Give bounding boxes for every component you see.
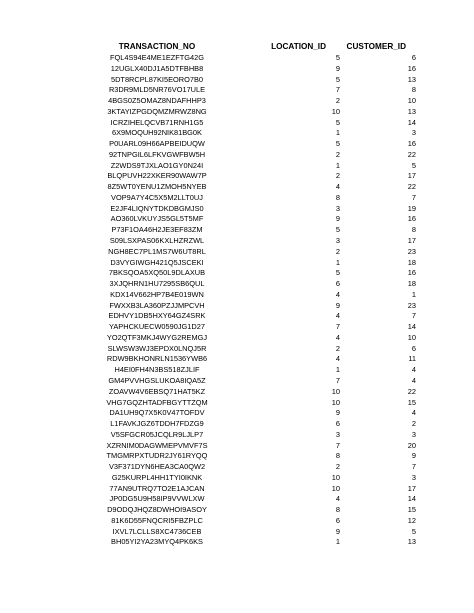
customer-id-cell: 8 [411, 225, 416, 235]
location-id-cell: 3 [335, 203, 340, 213]
location-id-cell: 4 [335, 311, 340, 321]
transaction-no-cell: GM4PVVHGSLUKOA8IQA5Z [108, 375, 206, 385]
customer-id-cell: 9 [411, 451, 416, 461]
table-row [82, 107, 416, 118]
table-row [82, 53, 416, 64]
transaction-no-cell: V5SFGCR05JCQLR9LJLP7 [110, 429, 204, 439]
transaction-no-cell: 4BGS0Z5OMAZ8NDAFHHP3 [108, 96, 206, 106]
header-location-id: LOCATION_ID [271, 42, 326, 52]
customer-id-cell: 4 [411, 365, 416, 375]
transaction-no-cell: SLWSW3WJ3EPDX0LNQJ5R [107, 343, 207, 353]
customer-id-cell: 18 [407, 257, 416, 267]
location-id-cell: 6 [335, 279, 340, 289]
table-row [82, 236, 416, 247]
transaction-no-cell: Z2WDS9TJXLAO1GY0N24I [110, 160, 204, 170]
table-row [82, 64, 416, 75]
customer-id-cell: 16 [407, 63, 416, 73]
location-id-cell: 10 [331, 397, 340, 407]
location-id-cell: 4 [335, 494, 340, 504]
transaction-no-cell: 12UGLX40DJ1A5DTFBHB8 [110, 63, 204, 73]
transaction-no-cell: 6X9MOQUH92NIK81BG0K [112, 128, 202, 138]
location-id-cell: 2 [335, 149, 340, 159]
table-row [82, 462, 416, 473]
transaction-no-cell: FQL4S94E4ME1EZFTG42G [109, 53, 205, 62]
location-id-cell: 7 [335, 375, 340, 385]
transaction-no-cell: H4EI0FH4N3BS518ZJLIF [114, 365, 200, 375]
transaction-no-cell: G25KURPL4HH1TYI0IKNK [111, 472, 203, 482]
transaction-no-cell: DA1UH9Q7X5K0V47TOFDV [109, 408, 205, 418]
header-customer-id: CUSTOMER_ID [346, 42, 406, 52]
transaction-no-cell: KDX14V662HP7B4E019WN [110, 289, 204, 299]
table-row [82, 494, 416, 505]
table-row [82, 516, 416, 527]
transaction-no-cell: V3F371DYN6HEA3CA0QW2 [108, 462, 206, 472]
customer-id-cell: 1 [411, 289, 416, 299]
table-row [82, 322, 416, 333]
table-row [82, 204, 416, 215]
location-id-cell: 7 [335, 322, 340, 332]
transaction-no-cell: XZRNIM0DAGWMEPVMVF7S [106, 440, 208, 450]
header-transaction-no: TRANSACTION_NO [118, 42, 196, 52]
table-row [82, 354, 416, 365]
location-id-cell: 10 [331, 483, 340, 493]
location-id-cell: 1 [335, 257, 340, 267]
customer-id-cell: 16 [407, 139, 416, 149]
table-row [82, 484, 416, 495]
table-row [82, 171, 416, 182]
transaction-no-cell: RDW9BKHONRLN1536YWB6 [106, 354, 208, 364]
customer-id-cell: 6 [411, 343, 416, 353]
location-id-cell: 4 [335, 182, 340, 192]
table-row [82, 430, 416, 441]
location-id-cell: 3 [335, 429, 340, 439]
transaction-no-cell: 8Z5WT0YENU1ZMOH5NYEB [107, 182, 207, 192]
location-id-cell: 9 [335, 526, 340, 536]
location-id-cell: 7 [335, 440, 340, 450]
location-id-cell: 10 [331, 386, 340, 396]
location-id-cell: 4 [335, 332, 340, 342]
customer-id-cell: 16 [407, 268, 416, 278]
customer-id-cell: 16 [407, 214, 416, 224]
transaction-no-cell: S09LSXPAS06KXLHZRZWL [109, 236, 205, 246]
customer-id-cell: 7 [411, 462, 416, 472]
customer-id-cell: 17 [407, 236, 416, 246]
table-row [82, 473, 416, 484]
transaction-no-cell: IXVL7LCLLS8XC4736CEB [112, 526, 202, 536]
customer-id-cell: 3 [411, 429, 416, 439]
table-row [82, 139, 416, 150]
customer-id-cell: 4 [411, 408, 416, 418]
customer-id-cell: 2 [411, 419, 416, 429]
location-id-cell: 2 [335, 343, 340, 353]
transaction-no-cell: P0UARL09H66APBEIDUQW [109, 139, 205, 149]
table-row [82, 214, 416, 225]
location-id-cell: 6 [335, 419, 340, 429]
location-id-cell: 2 [335, 462, 340, 472]
customer-id-cell: 13 [407, 106, 416, 116]
transaction-no-cell: YAPHCKUECW0590JG1D27 [109, 322, 205, 332]
customer-id-cell: 22 [407, 182, 416, 192]
location-id-cell: 5 [335, 117, 340, 127]
table-row [82, 279, 416, 290]
transaction-no-cell: BH05YI2YA23MYQ4PK6KS [111, 537, 203, 547]
location-id-cell: 10 [331, 472, 340, 482]
table-body [82, 53, 416, 548]
transaction-no-cell: 77AN9UTRQ7TO2E1AJCAN [109, 483, 205, 493]
transaction-no-cell: JP0DG5U9H58IP9VVWLXW [109, 494, 205, 504]
transaction-no-cell: 3KTAYIZPGDQMZMRWZ8NG [107, 106, 207, 116]
customer-id-cell: 11 [408, 354, 416, 364]
table-row [82, 527, 416, 538]
table-row [82, 408, 416, 419]
transaction-no-cell: VHG7GQZHTADFBGYTTZQM [106, 397, 208, 407]
customer-id-cell: 20 [407, 440, 416, 450]
transaction-no-cell: EDHVY1DB5HXY64GZ4SRK [108, 311, 206, 321]
customer-id-cell: 4 [411, 375, 416, 385]
table-row [82, 128, 416, 139]
customer-id-cell: 13 [407, 74, 416, 84]
customer-id-cell: 7 [411, 192, 416, 202]
location-id-cell: 1 [335, 160, 340, 170]
table-row [82, 225, 416, 236]
location-id-cell: 2 [335, 96, 340, 106]
location-id-cell: 4 [335, 354, 340, 364]
customer-id-cell: 5 [411, 160, 416, 170]
table-row [82, 161, 416, 172]
transaction-no-cell: 5DT8RCPL87KI5EORO7B0 [110, 74, 203, 84]
transaction-no-cell: FWXXB3LA360PZJJMPCVH [109, 300, 205, 310]
customer-id-cell: 17 [407, 171, 416, 181]
location-id-cell: 10 [331, 106, 340, 116]
header-row [82, 42, 416, 53]
location-id-cell: 9 [335, 214, 340, 224]
customer-id-cell: 14 [407, 322, 416, 332]
table-row [82, 290, 416, 301]
transaction-no-cell: YO2QTF3MKJ4WYG2REMGJ [106, 332, 208, 342]
location-id-cell: 8 [335, 192, 340, 202]
table-row [82, 365, 416, 376]
customer-id-cell: 6 [411, 53, 416, 62]
location-id-cell: 9 [335, 408, 340, 418]
table-row [82, 118, 416, 129]
transaction-no-cell: ICRZIHELQCVB71RNH1G5 [110, 117, 204, 127]
table-row [82, 150, 416, 161]
location-id-cell: 1 [335, 537, 340, 547]
transaction-no-cell: R3DR9MLD5NR76VO17ULE [108, 85, 206, 95]
table-row [82, 419, 416, 430]
transaction-no-cell: 81K6D55FNQCRI5FBZPLC [111, 515, 203, 525]
customer-id-cell: 12 [407, 515, 416, 525]
transaction-no-cell: NGH8EC7PL1MS7W6UT8RL [108, 246, 206, 256]
transaction-no-cell: D3VYGIWGH421Q5JSCEKI [110, 257, 204, 267]
customer-id-cell: 10 [407, 96, 416, 106]
table-row [82, 333, 416, 344]
table-row [82, 247, 416, 258]
transaction-no-cell: TMGMRPXTUDR2JY61RYQQ [106, 451, 208, 461]
transaction-no-cell: 92TNPGIL6LFKVGWFBW5H [108, 149, 206, 159]
customer-id-cell: 8 [411, 85, 416, 95]
location-id-cell: 5 [335, 268, 340, 278]
location-id-cell: 5 [335, 225, 340, 235]
table-row [82, 258, 416, 269]
customer-id-cell: 17 [407, 483, 416, 493]
transaction-no-cell: P73F1OA46H2JE3EF83ZM [111, 225, 203, 235]
location-id-cell: 5 [335, 53, 340, 62]
location-id-cell: 4 [335, 289, 340, 299]
table-row [82, 537, 416, 548]
customer-id-cell: 7 [411, 311, 416, 321]
location-id-cell: 9 [335, 300, 340, 310]
transaction-no-cell: BLQPUVH22XKER90WAW7P [107, 171, 207, 181]
data-table [82, 42, 416, 548]
table-row [82, 451, 416, 462]
transaction-no-cell: ZOAVW4V6EBSQ71HAT5KZ [108, 386, 206, 396]
customer-id-cell: 23 [407, 246, 416, 256]
customer-id-cell: 14 [407, 117, 416, 127]
location-id-cell: 8 [335, 451, 340, 461]
customer-id-cell: 3 [411, 128, 416, 138]
customer-id-cell: 23 [407, 300, 416, 310]
location-id-cell: 2 [335, 171, 340, 181]
customer-id-cell: 3 [411, 472, 416, 482]
customer-id-cell: 13 [407, 537, 416, 547]
customer-id-cell: 19 [407, 203, 416, 213]
customer-id-cell: 5 [411, 526, 416, 536]
table-row [82, 398, 416, 409]
transaction-no-cell: AO360LVKUYJS5GL5T5MF [110, 214, 204, 224]
customer-id-cell: 14 [407, 494, 416, 504]
location-id-cell: 8 [335, 505, 340, 515]
table-row [82, 344, 416, 355]
table-row [82, 268, 416, 279]
customer-id-cell: 10 [407, 332, 416, 342]
transaction-no-cell: E2JF4LIQNYTDKDBGMJS0 [110, 203, 204, 213]
location-id-cell: 1 [335, 365, 340, 375]
location-id-cell: 9 [335, 63, 340, 73]
table-row [82, 311, 416, 322]
table-row [82, 85, 416, 96]
transaction-no-cell: L1FAVKJGZ6TDDH7FDZG9 [110, 419, 204, 429]
transaction-no-cell: D9ODQJHQZ8DWHOI9ASOY [107, 505, 207, 515]
location-id-cell: 3 [335, 236, 340, 246]
customer-id-cell: 15 [407, 505, 416, 515]
location-id-cell: 5 [335, 139, 340, 149]
table-row [82, 505, 416, 516]
transaction-no-cell: VOP9A7Y4C5X5M2LLT0UJ [111, 192, 203, 202]
customer-id-cell: 15 [407, 397, 416, 407]
location-id-cell: 7 [335, 85, 340, 95]
location-id-cell: 5 [335, 74, 340, 84]
table-row [82, 96, 416, 107]
table-row [82, 193, 416, 204]
customer-id-cell: 22 [407, 386, 416, 396]
table-row [82, 182, 416, 193]
table-row [82, 376, 416, 387]
table-row [82, 387, 416, 398]
location-id-cell: 6 [335, 515, 340, 525]
location-id-cell: 1 [335, 128, 340, 138]
table-row [82, 75, 416, 86]
table-row [82, 301, 416, 312]
transaction-no-cell: 3XJQHRN1HU7295SB6QUL [109, 279, 205, 289]
transaction-no-cell: 7BKSQOA5XQ50L9DLAXUB [108, 268, 206, 278]
table-row [82, 441, 416, 452]
customer-id-cell: 18 [407, 279, 416, 289]
location-id-cell: 2 [335, 246, 340, 256]
customer-id-cell: 22 [407, 149, 416, 159]
